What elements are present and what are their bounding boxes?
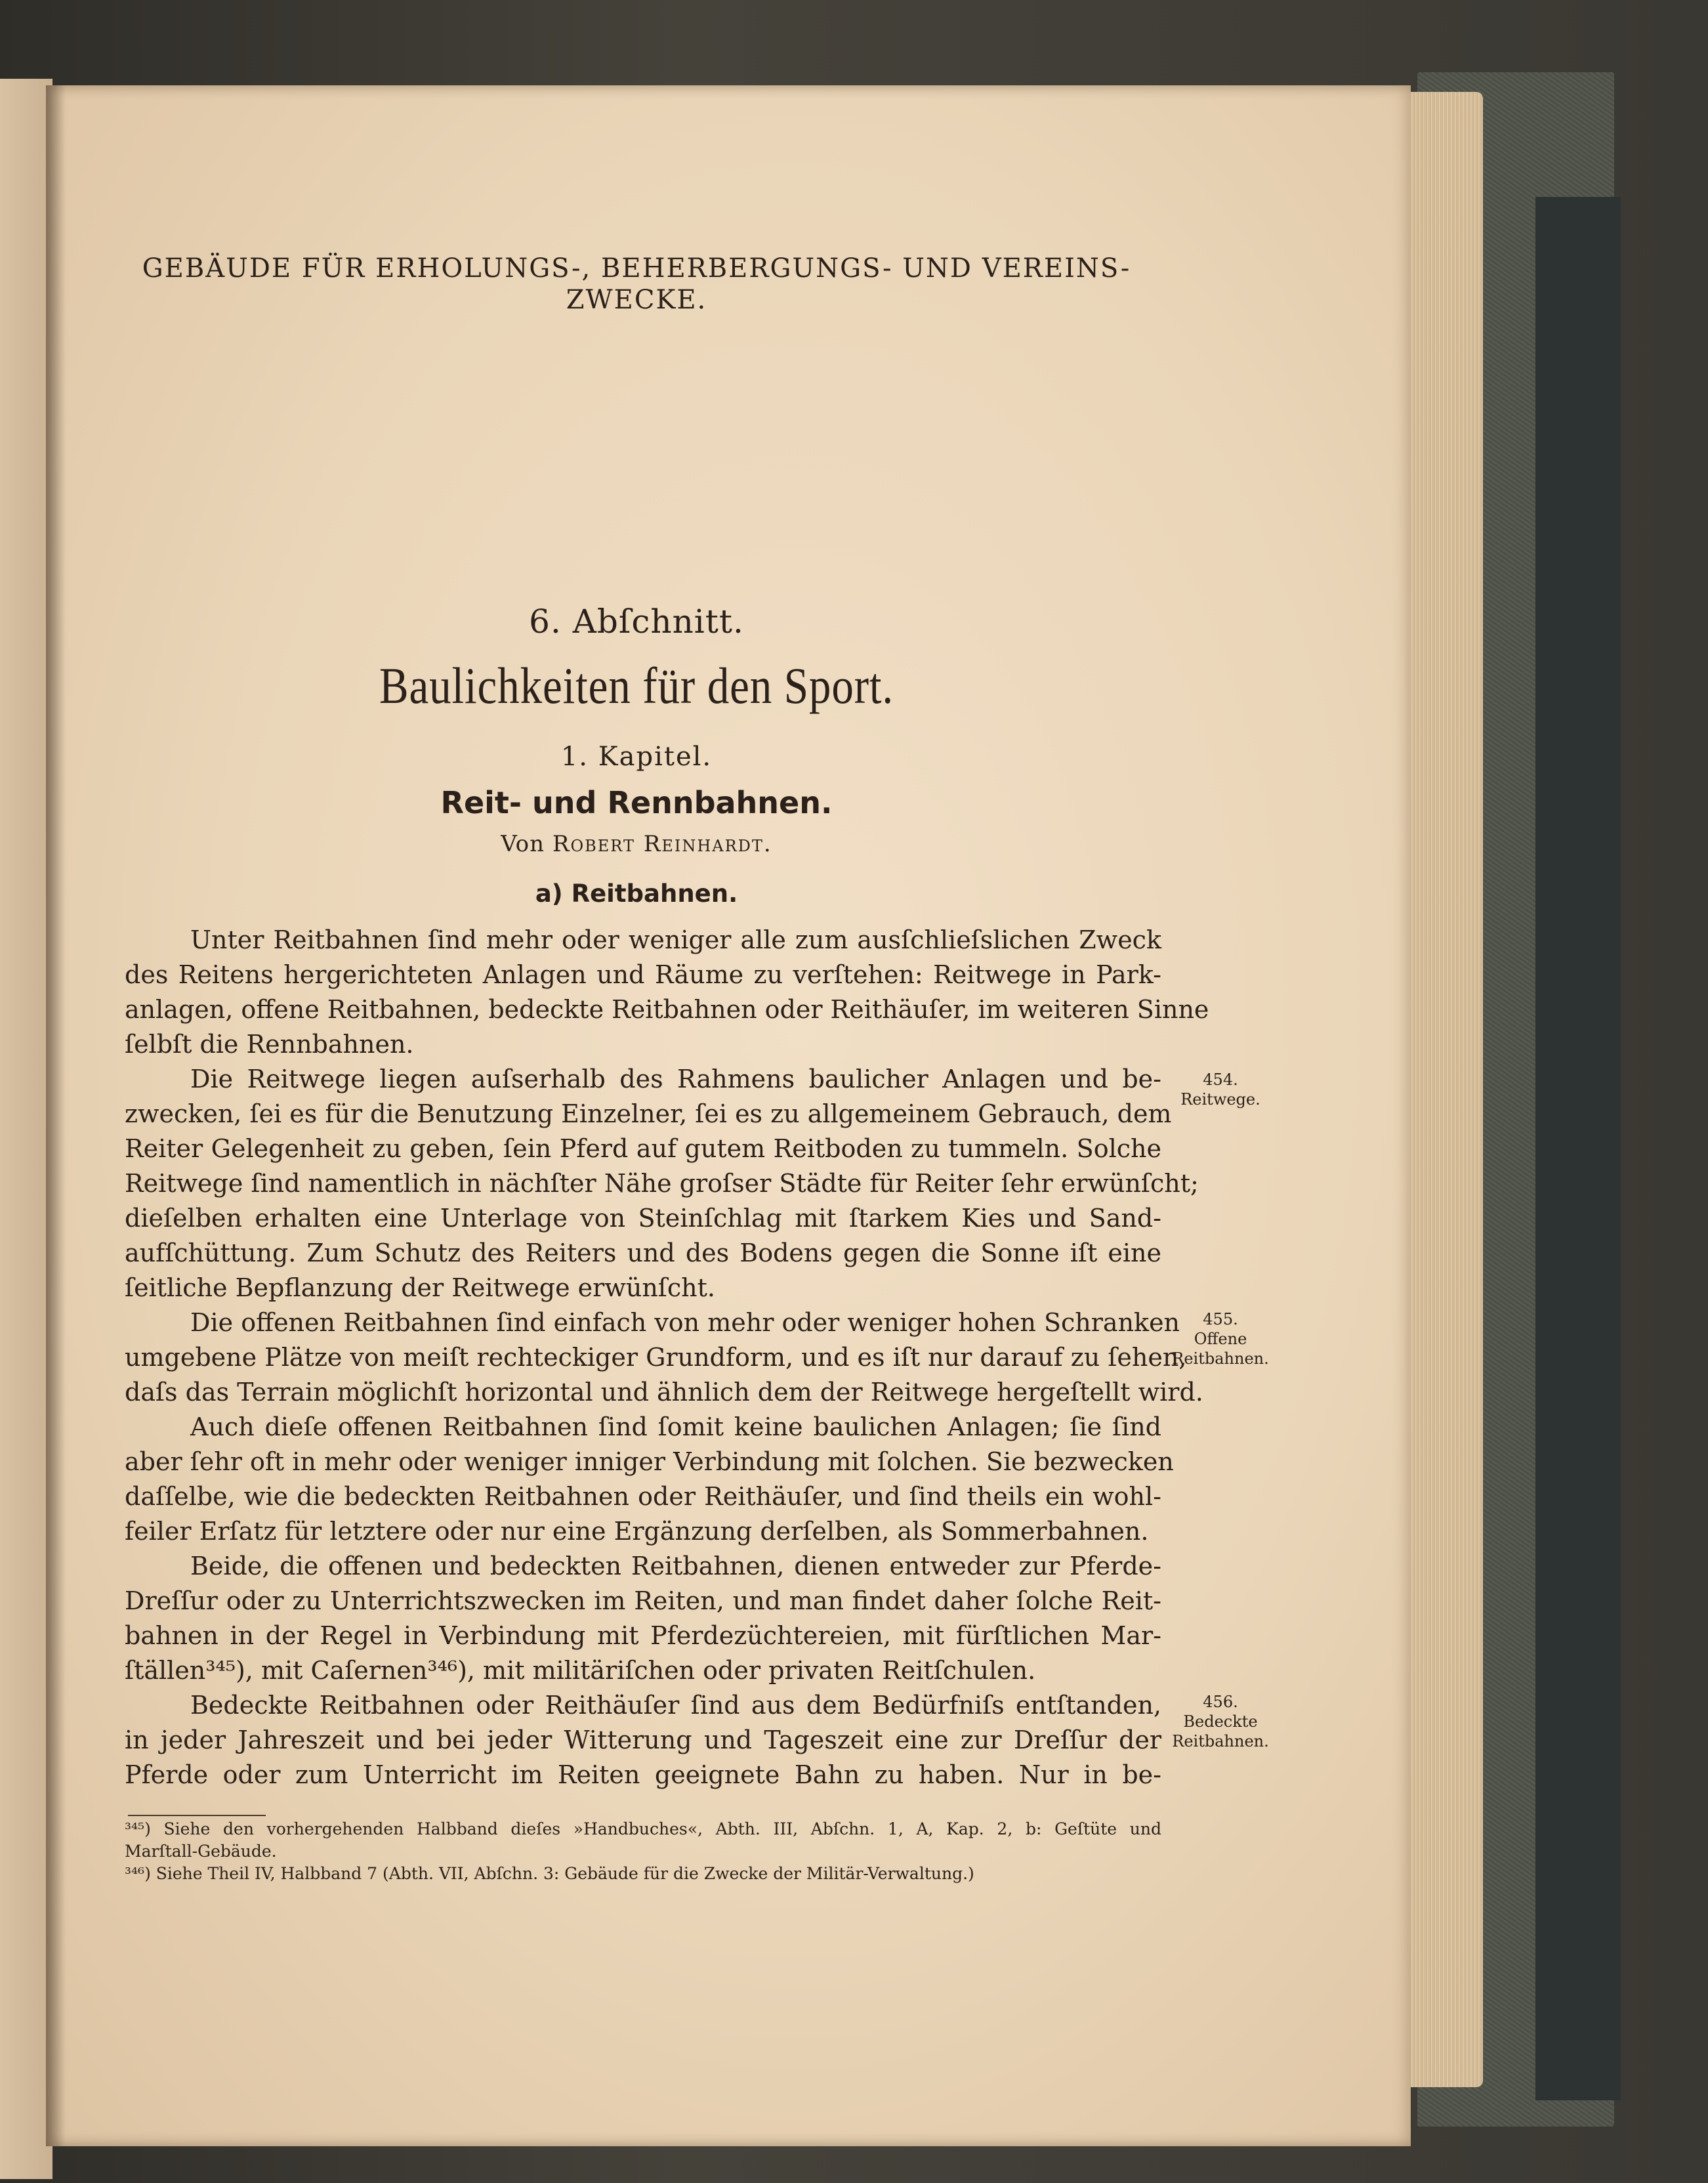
body-line: Reitwege ſind namentlich in nächſter Nähe groſser Städte für Reiter ſehr erwünſcht;: [125, 1169, 1199, 1198]
body-line: umgebene Plätze von meiſt rechteckiger Grundform, und es iſt nur darauf zu ſehen,: [125, 1343, 1187, 1372]
footnote-line: ³⁴⁶) Siehe Theil IV, Halbband 7 (Abth. VII, Abſchn. 3: Gebäude für die Zwecke der Militär-Verwaltung.): [125, 1864, 974, 1883]
margin-note-455: [1155, 1309, 1286, 1368]
body-line: zwecken, ſei es für die Benutzung Einzelner, ſei es zu allgemeinem Gebrauch, dem: [125, 1099, 1172, 1128]
body-line: des Reitens hergerichteten Anlagen und Räume zu verſtehen: Reitwege in Park-: [125, 960, 1161, 989]
section-title: Baulichkeiten für den Sport.: [379, 657, 894, 714]
running-head-line-1: GEBÄUDE FÜR ERHOLUNGS-, BEHERBERGUNGS- UND VEREINS-: [142, 253, 1131, 284]
body-line: aufſchüttung. Zum Schutz des Reiters und des Bodens gegen die Sonne iſt eine: [125, 1239, 1161, 1267]
body-line: ſeitliche Bepflanzung der Reitwege erwünſcht.: [125, 1273, 715, 1302]
body-line: daſſelbe, wie die bedeckten Reitbahnen oder Reithäuſer, und ſind theils ein wohl-: [125, 1482, 1161, 1511]
body-line: Bedeckte Reitbahnen oder Reithäuſer ſind aus dem Bedürfniſs entſtanden,: [190, 1691, 1161, 1720]
body-line: anlagen, offene Reitbahnen, bedeckte Reitbahnen oder Reithäuſer, im weiteren Sinne: [125, 995, 1209, 1024]
margin-note-label: Offene: [1194, 1330, 1247, 1348]
author-prefix: Von: [501, 831, 545, 857]
running-head-line-2: ZWECKE.: [566, 285, 707, 315]
footnotes: [125, 1818, 1161, 1885]
body-line: Die offenen Reitbahnen ſind einfach von mehr oder weniger hohen Schranken: [190, 1308, 1180, 1337]
body-line: Dreſſur oder zu Unterrichtszwecken im Reiten, und man findet daher ſolche Reit-: [125, 1586, 1161, 1615]
running-head: [131, 253, 1142, 316]
body-line: Beide, die offenen und bedeckten Reitbahnen, dienen entweder zur Pferde-: [190, 1552, 1161, 1580]
margin-note-number: 455.: [1203, 1310, 1238, 1328]
body-line: Unter Reitbahnen ſind mehr oder weniger alle zum ausſchlieſslichen Zweck: [190, 925, 1161, 954]
chapter-title: Reit- und Rennbahnen.: [440, 785, 833, 820]
left-page-edge: [0, 79, 52, 2179]
body-line: ſelbſt die Rennbahnen.: [125, 1030, 414, 1059]
body-line: Reiter Gelegenheit zu geben, ſein Pferd auf gutem Reitboden zu tummeln. Solche: [125, 1134, 1161, 1163]
author-name: Robert Reinhardt.: [552, 831, 772, 857]
footnote-line: Marſtall-Gebäude.: [125, 1842, 277, 1861]
book-cover-shadow: [1535, 197, 1621, 2100]
footnote-line: ³⁴⁵) Siehe den vorhergehenden Halbband dieſes »Handbuches«, Abth. III, Abſchn. 1, A, Kap. 2, b: Geſtüte und: [125, 1819, 1161, 1838]
author-line: [131, 831, 1142, 857]
margin-note-label: Reitbahnen.: [1172, 1732, 1269, 1750]
margin-note-label: Reitbahnen.: [1172, 1349, 1269, 1368]
body-line: Auch dieſe offenen Reitbahnen ſind ſomit keine baulichen Anlagen; ſie ſind: [190, 1412, 1161, 1441]
subsection-title: a) Reitbahnen.: [535, 880, 738, 908]
body-line: feiler Erſatz für letztere oder nur eine Ergänzung derſelben, als Sommerbahnen.: [125, 1517, 1149, 1546]
chapter-number: 1. Kapitel.: [560, 742, 713, 772]
margin-note-number: 456.: [1203, 1693, 1238, 1711]
body-line: aber ſehr oft in mehr oder weniger inniger Verbindung mit ſolchen. Sie bezwecken: [125, 1447, 1174, 1476]
margin-note-456: [1155, 1692, 1286, 1751]
section-number: 6. Abſchnitt.: [529, 603, 744, 641]
body-text: [125, 923, 1209, 1792]
margin-note-label: Reitwege.: [1180, 1090, 1260, 1109]
body-line: dieſelben erhalten eine Unterlage von Steinſchlag mit ſtarkem Kies und Sand-: [125, 1204, 1161, 1233]
footnote-rule: [128, 1815, 266, 1816]
body-line: Die Reitwege liegen auſserhalb des Rahmens baulicher Anlagen und be-: [190, 1065, 1161, 1093]
body-line: bahnen in der Regel in Verbindung mit Pferdezüchtereien, mit fürſtlichen Mar-: [125, 1621, 1161, 1650]
margin-note-label: Bedeckte: [1183, 1712, 1258, 1731]
page-gutter: [46, 85, 66, 2146]
margin-note-454: [1155, 1070, 1286, 1109]
body-line: in jeder Jahreszeit und bei jeder Witterung und Tageszeit eine zur Dreſſur der: [125, 1726, 1161, 1754]
body-line: daſs das Terrain möglichſt horizontal und ähnlich dem der Reitwege hergeſtellt wird.: [125, 1378, 1203, 1407]
margin-note-number: 454.: [1203, 1070, 1238, 1089]
body-line: Pferde oder zum Unterricht im Reiten geeignete Bahn zu haben. Nur in be-: [125, 1760, 1161, 1789]
body-line: ſtällen³⁴⁵), mit Caſernen³⁴⁶), mit militäriſchen oder privaten Reitſchulen.: [125, 1656, 1036, 1685]
